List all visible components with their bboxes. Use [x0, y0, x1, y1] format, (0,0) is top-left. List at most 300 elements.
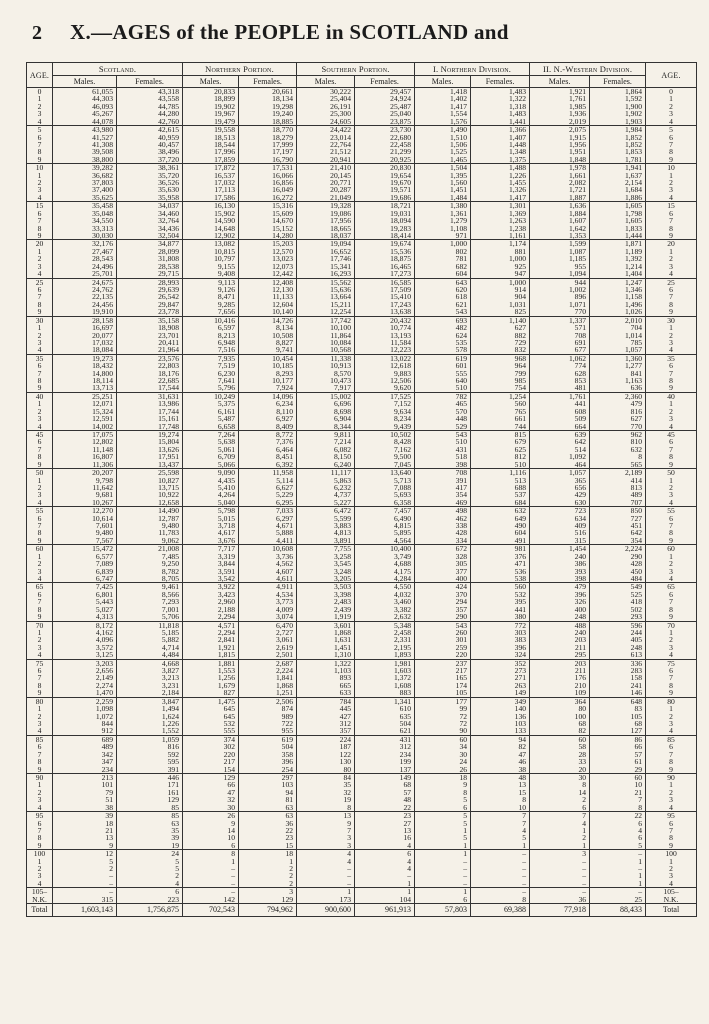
value-cell: 72 — [415, 720, 471, 727]
value-cell: 893 — [297, 674, 355, 681]
value-cell: 571 — [530, 324, 590, 331]
value-cell: 1,936 — [530, 110, 590, 117]
value-cell: 142 — [183, 896, 239, 904]
value-cell: 297 — [239, 773, 297, 781]
value-cell: 2,727 — [239, 629, 297, 636]
table-row — [27, 781, 697, 788]
value-cell: 109 — [530, 689, 590, 697]
age-cell: 2 — [646, 179, 697, 186]
table-row — [27, 232, 697, 240]
table-row — [27, 103, 697, 110]
value-cell: 1,868 — [239, 682, 297, 689]
value-cell: 12,506 — [355, 377, 415, 384]
value-cell: 263 — [471, 682, 530, 689]
value-cell: 707 — [590, 499, 646, 507]
value-cell: 4,688 — [355, 560, 415, 567]
value-cell: 1,092 — [530, 453, 590, 460]
value-cell: 66 — [590, 743, 646, 750]
value-cell: 5 — [415, 820, 471, 827]
value-cell: 1,605 — [590, 202, 646, 210]
value-cell: 16,066 — [239, 172, 297, 179]
value-cell: 23 — [239, 834, 297, 841]
value-cell: 20,833 — [183, 88, 239, 96]
value-cell: 8,172 — [53, 621, 117, 629]
value-cell: 20,432 — [355, 316, 415, 324]
value-cell: 1,624 — [117, 713, 183, 720]
age-cell: 2 — [646, 789, 697, 796]
value-cell: 2,189 — [590, 469, 646, 477]
value-cell: 6 — [117, 888, 183, 896]
table-row — [27, 438, 697, 445]
table-row — [27, 751, 697, 758]
value-cell: 1,981 — [355, 659, 415, 667]
value-cell: 83 — [590, 705, 646, 712]
age-cell: 4 — [27, 346, 53, 354]
value-cell: 11,584 — [355, 339, 415, 346]
value-cell: 14,490 — [117, 507, 183, 515]
value-cell: 1,465 — [415, 156, 471, 164]
age-cell: 3 — [646, 339, 697, 346]
age-cell: 6 — [27, 515, 53, 522]
value-cell: 17,744 — [117, 408, 183, 415]
value-cell: 352 — [471, 659, 530, 667]
value-cell: 18,885 — [239, 118, 297, 126]
age-cell: 9 — [27, 308, 53, 316]
value-cell: 13 — [53, 834, 117, 841]
age-cell: 7 — [646, 522, 697, 529]
value-cell: 393 — [530, 568, 590, 575]
total-value: 900,600 — [297, 904, 355, 917]
table-row — [27, 210, 697, 217]
value-cell: 5,882 — [117, 636, 183, 643]
age-cell: 35 — [646, 354, 697, 362]
value-cell: 1,326 — [471, 186, 530, 193]
value-cell: 844 — [53, 720, 117, 727]
value-cell: 315 — [530, 537, 590, 545]
value-cell: 635 — [355, 713, 415, 720]
value-cell: 1,552 — [117, 727, 183, 735]
value-cell: 349 — [471, 697, 530, 705]
age-cell: 5 — [646, 126, 697, 134]
value-cell: 16,130 — [183, 202, 239, 210]
value-cell: 15,341 — [297, 263, 355, 270]
age-cell: 0 — [27, 88, 53, 96]
value-cell: 17,531 — [239, 164, 297, 172]
age-cell: 8 — [646, 834, 697, 841]
table-row — [27, 339, 697, 346]
value-cell: 357 — [415, 606, 471, 613]
age-cell: 4 — [27, 651, 53, 659]
age-cell: 1 — [646, 400, 697, 407]
table-row — [27, 408, 697, 415]
age-cell: 6 — [646, 286, 697, 293]
value-cell: 4 — [530, 820, 590, 827]
value-cell: 154 — [183, 766, 239, 774]
value-cell: 354 — [590, 537, 646, 545]
value-cell: 18,875 — [355, 255, 415, 262]
value-cell: 5,599 — [297, 515, 355, 522]
value-cell: 338 — [415, 522, 471, 529]
value-cell: 42,615 — [117, 126, 183, 134]
table-row — [27, 316, 697, 324]
table-row — [27, 332, 697, 339]
value-cell: 971 — [415, 232, 471, 240]
value-cell: 165 — [415, 674, 471, 681]
value-cell: 38,496 — [117, 148, 183, 155]
age-cell: 1 — [27, 324, 53, 331]
age-cell: 7 — [27, 751, 53, 758]
value-cell: 3,844 — [183, 560, 239, 567]
value-cell: 29,639 — [117, 286, 183, 293]
value-cell: 136 — [471, 713, 530, 720]
value-cell: 8,409 — [239, 423, 297, 431]
value-cell: 8,705 — [117, 575, 183, 583]
value-cell: 46,093 — [53, 103, 117, 110]
value-cell: 63 — [239, 804, 297, 812]
table-row — [27, 621, 697, 629]
value-cell: 2,632 — [355, 613, 415, 621]
value-cell: 34,037 — [117, 202, 183, 210]
value-cell: 30 — [415, 751, 471, 758]
value-cell: 6,948 — [183, 339, 239, 346]
age-cell: 3 — [27, 110, 53, 117]
age-cell: 4 — [27, 118, 53, 126]
value-cell: 510 — [471, 461, 530, 469]
age-cell: 9 — [646, 156, 697, 164]
value-cell: 24,496 — [53, 263, 117, 270]
value-cell: 1,337 — [530, 316, 590, 324]
value-cell: 4,096 — [53, 636, 117, 643]
value-cell: 1,087 — [530, 248, 590, 255]
value-cell: 11,306 — [53, 461, 117, 469]
value-cell: 12,223 — [355, 346, 415, 354]
value-cell: 664 — [530, 423, 590, 431]
females-header: Females. — [590, 76, 646, 88]
value-cell: 4,571 — [183, 621, 239, 629]
table-row — [27, 354, 697, 362]
value-cell: 273 — [471, 667, 530, 674]
value-cell: 16,585 — [355, 278, 415, 286]
value-cell: 513 — [471, 477, 530, 484]
value-cell: 17,197 — [239, 148, 297, 155]
value-cell: 23,701 — [117, 332, 183, 339]
age-cell: 2 — [27, 636, 53, 643]
age-cell: 95 — [27, 812, 53, 820]
females-header: Females. — [471, 76, 530, 88]
value-cell: 9,408 — [183, 270, 239, 278]
value-cell: 23,014 — [297, 134, 355, 141]
value-cell: 7,162 — [355, 446, 415, 453]
value-cell: 2,294 — [183, 629, 239, 636]
age-cell: 95 — [646, 812, 697, 820]
value-cell: 608 — [530, 408, 590, 415]
table-row — [27, 850, 697, 858]
value-cell: 29,457 — [355, 88, 415, 96]
table-row — [27, 515, 697, 522]
value-cell: 1,852 — [590, 134, 646, 141]
males-header: Males. — [183, 76, 239, 88]
age-cell: 9 — [27, 156, 53, 164]
value-cell: 4 — [355, 858, 415, 865]
value-cell: 636 — [590, 384, 646, 392]
age-cell: 2 — [27, 789, 53, 796]
value-cell: 1,031 — [471, 301, 530, 308]
value-cell: 40,457 — [117, 141, 183, 148]
value-cell: 10,913 — [297, 362, 355, 369]
table-row — [27, 613, 697, 621]
age-cell: 3 — [646, 415, 697, 422]
value-cell: 12,071 — [53, 400, 117, 407]
value-cell: 1,404 — [590, 270, 646, 278]
value-cell: 5 — [117, 858, 183, 865]
value-cell: 10 — [471, 804, 530, 812]
value-cell: 925 — [471, 263, 530, 270]
age-cell: 3 — [27, 720, 53, 727]
value-cell: 8,772 — [239, 430, 297, 438]
value-cell: 11,818 — [117, 621, 183, 629]
value-cell: 9,480 — [117, 522, 183, 529]
value-cell: 17,243 — [355, 301, 415, 308]
table-row — [27, 446, 697, 453]
value-cell: 640 — [415, 377, 471, 384]
value-cell: 9,250 — [117, 560, 183, 567]
value-cell: 19,967 — [183, 110, 239, 117]
value-cell: 85 — [117, 804, 183, 812]
value-cell: 21,299 — [355, 148, 415, 155]
value-cell: 15,636 — [297, 286, 355, 293]
value-cell: 1,887 — [530, 194, 590, 202]
value-cell: 6,230 — [183, 370, 239, 377]
value-cell: 271 — [471, 674, 530, 681]
value-cell: 312 — [297, 720, 355, 727]
value-cell: 1,108 — [415, 225, 471, 232]
table-row — [27, 575, 697, 583]
age-cell: 50 — [27, 469, 53, 477]
value-cell: 782 — [415, 392, 471, 400]
value-cell: 4,009 — [239, 606, 297, 613]
value-cell: 3,203 — [53, 659, 117, 667]
group-header-northern-division: I. Northern Division. — [415, 63, 530, 76]
value-cell: 16,807 — [53, 453, 117, 460]
value-cell: 1 — [590, 872, 646, 879]
value-cell: 140 — [471, 705, 530, 712]
value-cell: 1,510 — [415, 134, 471, 141]
value-cell: 2,019 — [530, 118, 590, 126]
value-cell: 8 — [183, 850, 239, 858]
value-cell: 9,798 — [53, 477, 117, 484]
value-cell: 15,152 — [239, 225, 297, 232]
value-cell: 28,993 — [117, 278, 183, 286]
value-cell: 63 — [117, 820, 183, 827]
males-header: Males. — [297, 76, 355, 88]
value-cell: 409 — [530, 522, 590, 529]
value-cell: 489 — [590, 491, 646, 498]
value-cell: 377 — [415, 568, 471, 575]
value-cell: 43,558 — [117, 95, 183, 102]
value-cell: 18,084 — [53, 346, 117, 354]
total-row — [27, 904, 697, 917]
total-value: 69,388 — [471, 904, 530, 917]
age-cell: 6 — [646, 210, 697, 217]
value-cell: 812 — [471, 453, 530, 460]
table-row — [27, 469, 697, 477]
value-cell: 15 — [471, 789, 530, 796]
value-cell: 1 — [355, 880, 415, 888]
value-cell: 39,282 — [53, 164, 117, 172]
value-cell: 2,619 — [239, 644, 297, 651]
value-cell: 1,247 — [590, 278, 646, 286]
value-cell: 5,229 — [239, 491, 297, 498]
table-row — [27, 384, 697, 392]
value-cell: 6,839 — [53, 568, 117, 575]
value-cell: 9 — [297, 820, 355, 827]
value-cell: 17,742 — [297, 316, 355, 324]
value-cell: 3,601 — [297, 621, 355, 629]
value-cell: 484 — [590, 575, 646, 583]
value-cell: 17,859 — [183, 156, 239, 164]
value-cell: 1,637 — [590, 172, 646, 179]
total-label: Total — [27, 904, 53, 917]
value-cell: 19,086 — [297, 210, 355, 217]
value-cell: 7,293 — [117, 598, 183, 605]
value-cell: 5 — [117, 865, 183, 872]
value-cell: 44,280 — [117, 110, 183, 117]
value-cell: 174 — [415, 682, 471, 689]
value-cell: 1,798 — [590, 210, 646, 217]
value-cell: 234 — [53, 766, 117, 774]
age-cell: 8 — [646, 606, 697, 613]
value-cell: 1,214 — [590, 263, 646, 270]
table-row — [27, 896, 697, 904]
value-cell: 532 — [183, 720, 239, 727]
age-cell: 4 — [646, 118, 697, 126]
value-cell: 19,283 — [355, 225, 415, 232]
value-cell: – — [53, 888, 117, 896]
value-cell: 4,264 — [183, 491, 239, 498]
age-cell: 2 — [27, 560, 53, 567]
table-row — [27, 194, 697, 202]
value-cell: 5,114 — [239, 477, 297, 484]
value-cell: 51 — [53, 796, 117, 803]
age-cell: 2 — [646, 332, 697, 339]
value-cell: 5,027 — [53, 606, 117, 613]
age-cell: 1 — [27, 858, 53, 865]
value-cell: 27,467 — [53, 248, 117, 255]
value-cell: 555 — [415, 370, 471, 377]
value-cell: 9,062 — [117, 537, 183, 545]
value-cell: 2,259 — [53, 697, 117, 705]
value-cell: 2,506 — [239, 697, 297, 705]
age-cell: 7 — [27, 141, 53, 148]
table-row — [27, 217, 697, 224]
value-cell: 10 — [590, 781, 646, 788]
value-cell: 283 — [590, 667, 646, 674]
table-row — [27, 888, 697, 896]
value-cell: 510 — [415, 438, 471, 445]
value-cell: 26,191 — [297, 103, 355, 110]
age-cell: 35 — [27, 354, 53, 362]
value-cell: 334 — [415, 537, 471, 545]
value-cell: 25,598 — [117, 469, 183, 477]
value-cell: 4,411 — [239, 537, 297, 545]
value-cell: 47 — [183, 789, 239, 796]
value-cell: 6,627 — [239, 484, 297, 491]
value-cell: 4,484 — [117, 651, 183, 659]
value-cell: 38,800 — [53, 156, 117, 164]
age-cell: 6 — [27, 667, 53, 674]
value-cell: 3,423 — [183, 591, 239, 598]
value-cell: 17,273 — [355, 270, 415, 278]
value-cell: 13,986 — [117, 400, 183, 407]
value-cell: 962 — [590, 430, 646, 438]
value-cell: 1,140 — [471, 316, 530, 324]
value-cell: 30 — [530, 773, 590, 781]
value-cell: 22,458 — [355, 141, 415, 148]
value-cell: 471 — [471, 560, 530, 567]
value-cell: 14,002 — [53, 423, 117, 431]
value-cell: 32 — [297, 789, 355, 796]
age-cell: 3 — [646, 568, 697, 575]
value-cell: 1,553 — [183, 667, 239, 674]
value-cell: 5,888 — [239, 529, 297, 536]
value-cell: 1,608 — [355, 682, 415, 689]
age-cell: 3 — [27, 186, 53, 193]
value-cell: 708 — [415, 469, 471, 477]
value-cell: 448 — [415, 415, 471, 422]
value-cell: 446 — [117, 773, 183, 781]
value-cell: 1,921 — [530, 88, 590, 96]
value-cell: 315 — [53, 896, 117, 904]
value-cell: 60 — [415, 735, 471, 743]
table-row — [27, 872, 697, 879]
value-cell: 1,000 — [415, 240, 471, 248]
value-cell: 4 — [471, 827, 530, 834]
value-cell: 1,116 — [471, 469, 530, 477]
value-cell: 601 — [415, 362, 471, 369]
value-cell: 8 — [590, 804, 646, 812]
value-cell: 15,161 — [117, 415, 183, 422]
value-cell: 29,715 — [117, 270, 183, 278]
value-cell: 1,380 — [415, 202, 471, 210]
value-cell: 44,303 — [53, 95, 117, 102]
age-cell: 7 — [646, 751, 697, 758]
age-cell: 7 — [27, 522, 53, 529]
value-cell: 44,078 — [53, 118, 117, 126]
value-cell: 639 — [530, 430, 590, 438]
value-cell: 6,358 — [355, 499, 415, 507]
value-cell: 20,771 — [297, 179, 355, 186]
value-cell: 22 — [355, 804, 415, 812]
table-row — [27, 186, 697, 193]
value-cell: 7,485 — [117, 553, 183, 560]
value-cell: 1 — [239, 858, 297, 865]
value-cell: 1,761 — [530, 392, 590, 400]
value-cell: 525 — [590, 591, 646, 598]
value-cell: 24,762 — [53, 286, 117, 293]
value-cell: 19,094 — [297, 240, 355, 248]
value-cell: 4,911 — [239, 583, 297, 591]
value-cell: 469 — [415, 499, 471, 507]
value-cell: 10,827 — [117, 477, 183, 484]
value-cell: 23,778 — [117, 308, 183, 316]
value-cell: 1,062 — [530, 354, 590, 362]
table-row — [27, 583, 697, 591]
value-cell: 1,226 — [471, 172, 530, 179]
value-cell: 15,316 — [239, 202, 297, 210]
value-cell: – — [355, 872, 415, 879]
age-cell: N.K. — [27, 896, 53, 904]
value-cell: 10,185 — [239, 362, 297, 369]
